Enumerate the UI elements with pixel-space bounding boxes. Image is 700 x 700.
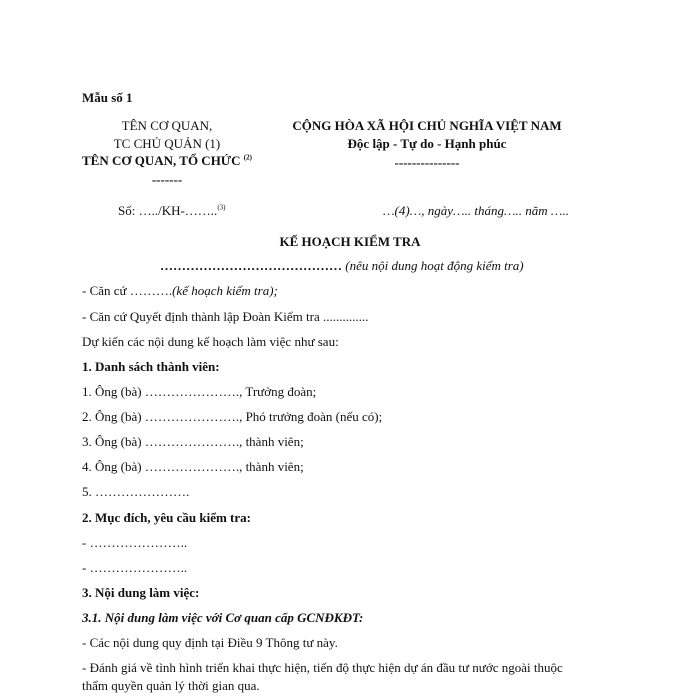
document-number: [118, 203, 225, 219]
purpose-item-1: - …………………..: [82, 535, 188, 550]
content-item-1: - Các nội dung quy định tại Điều 9 Thông tư này.: [82, 635, 338, 650]
basis-1-prefix: - Căn cứ ……….: [82, 283, 173, 298]
member-item-1: 1. Ông (bà) …………………., Trưởng đoàn;: [82, 384, 317, 399]
document-number-text: Số: …../KH-……..: [118, 203, 218, 218]
subtitle-dots: ……………………………………: [160, 258, 342, 273]
content-item-2-cont: thẩm quyền quản lý thời gian qua.: [82, 678, 260, 693]
purpose-item-2: - …………………..: [82, 560, 188, 575]
content-item-2: - Đánh giá về tình hình triển khai thực hiện, tiến độ thực hiện dự án đầu tư nước ngoài thuộc: [82, 660, 563, 675]
section-2-heading: 2. Mục đích, yêu cầu kiểm tra:: [82, 510, 251, 525]
member-item-3: 3. Ông (bà) …………………., thành viên;: [82, 434, 304, 449]
section-3-1-heading: 3.1. Nội dung làm việc với Cơ quan cấp GCNĐKĐT:: [82, 610, 364, 625]
agency-note: (2): [243, 153, 252, 162]
basis-item-2: - Căn cứ Quyết định thành lập Đoàn Kiểm tra ..............: [82, 309, 369, 324]
member-item-5: 5. ………………….: [82, 484, 190, 499]
country-name: CỘNG HÒA XÃ HỘI CHỦ NGHĨA VIỆT NAM: [292, 118, 562, 133]
agency-line-3: [82, 153, 252, 169]
basis-1-italic: (kế hoạch kiểm tra);: [172, 283, 278, 298]
form-label: Mẫu số 1: [82, 90, 133, 105]
left-divider: -------: [151, 172, 183, 187]
subtitle-note: (nêu nội dung hoạt động kiểm tra): [342, 258, 524, 273]
document-number-note: (3): [217, 203, 226, 212]
national-motto: Độc lập - Tự do - Hạnh phúc: [347, 136, 507, 151]
basis-item-1: [82, 283, 278, 299]
intro-text: Dự kiến các nội dung kế hoạch làm việc như sau:: [82, 334, 339, 349]
section-3-heading: 3. Nội dung làm việc:: [82, 585, 200, 600]
document-title: KẾ HOẠCH KIỂM TRA: [279, 234, 421, 249]
member-item-4: 4. Ông (bà) …………………., thành viên;: [82, 459, 304, 474]
member-item-2: 2. Ông (bà) …………………., Phó trưởng đoàn (nếu có);: [82, 409, 383, 424]
date-place-line: …(4)…, ngày….. tháng….. năm …..: [383, 203, 569, 218]
document-subtitle: [160, 258, 524, 274]
right-divider: ---------------: [394, 155, 460, 170]
agency-line-2: TC CHỦ QUẢN (1): [113, 136, 221, 151]
agency-name: TÊN CƠ QUAN, TỔ CHỨC: [82, 153, 241, 168]
section-1-heading: 1. Danh sách thành viên:: [82, 359, 220, 374]
agency-line-1: TÊN CƠ QUAN,: [121, 118, 213, 133]
